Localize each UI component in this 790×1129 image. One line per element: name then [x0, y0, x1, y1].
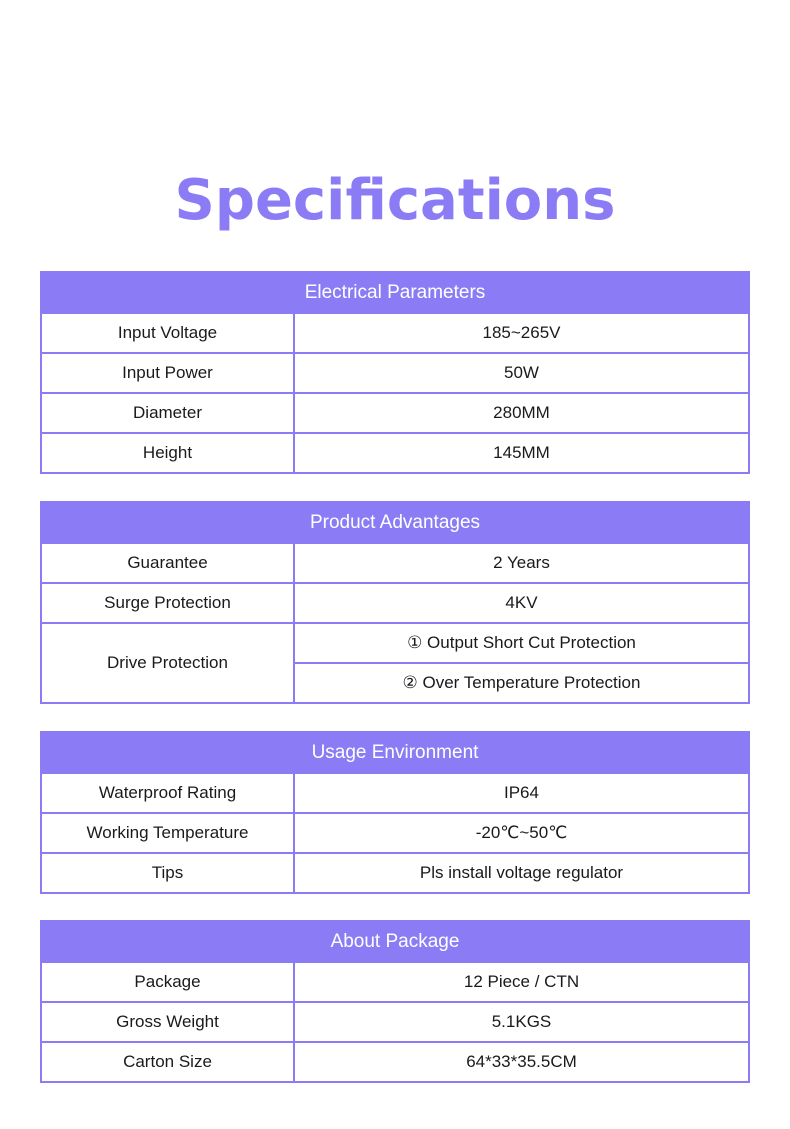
- row-label: Guarantee: [42, 544, 295, 582]
- row-value: 50W: [504, 363, 539, 382]
- row-value: 5.1KGS: [491, 1012, 552, 1031]
- row-label: Drive Protection: [42, 624, 295, 702]
- drive-protection-values: [295, 624, 748, 702]
- about-package-table: [40, 920, 750, 1083]
- row-label: Height: [42, 434, 295, 472]
- section-header: Electrical Parameters: [42, 273, 748, 312]
- row-label: Diameter: [42, 394, 295, 432]
- row-value: 185~265V: [482, 323, 561, 342]
- row-value: Pls install voltage regulator: [419, 863, 624, 882]
- table-row: [42, 392, 748, 432]
- row-value: 2 Years: [493, 553, 550, 572]
- row-label: Input Power: [42, 354, 295, 392]
- table-row: [42, 1041, 748, 1081]
- row-value: 4KV: [505, 593, 538, 612]
- row-label: Gross Weight: [42, 1003, 295, 1041]
- section-header: Usage Environment: [42, 733, 748, 772]
- table-row-drive-protection: [42, 622, 748, 702]
- section-header: Product Advantages: [42, 503, 748, 542]
- row-value: 145MM: [493, 443, 550, 462]
- section-header: About Package: [42, 922, 748, 961]
- table-row: [42, 1001, 748, 1041]
- page-title: Specifications: [174, 168, 616, 233]
- table-row: [42, 312, 748, 352]
- row-value: 280MM: [493, 403, 550, 422]
- row-label: Working Temperature: [42, 814, 295, 852]
- table-row: [42, 582, 748, 622]
- table-row: [42, 542, 748, 582]
- table-row: [42, 812, 748, 852]
- table-row: [42, 772, 748, 812]
- row-value: ② Over Temperature Protection: [295, 662, 748, 702]
- row-label: Package: [42, 963, 295, 1001]
- usage-environment-table: [40, 731, 750, 894]
- row-label: Input Voltage: [42, 314, 295, 352]
- row-value: 12 Piece / CTN: [463, 972, 580, 991]
- row-value: ① Output Short Cut Protection: [407, 633, 636, 652]
- table-row: [42, 852, 748, 892]
- row-label: Surge Protection: [42, 584, 295, 622]
- table-row: [42, 352, 748, 392]
- row-label: Carton Size: [42, 1043, 295, 1081]
- row-label: Waterproof Rating: [42, 774, 295, 812]
- product-advantages-table: [40, 501, 750, 704]
- row-label: Tips: [42, 854, 295, 892]
- row-value: IP64: [504, 783, 539, 802]
- row-value: 64*33*35.5CM: [466, 1052, 577, 1071]
- row-value: -20℃~50℃: [475, 823, 568, 842]
- table-row: [42, 432, 748, 472]
- table-row: [42, 961, 748, 1001]
- electrical-parameters-table: [40, 271, 750, 474]
